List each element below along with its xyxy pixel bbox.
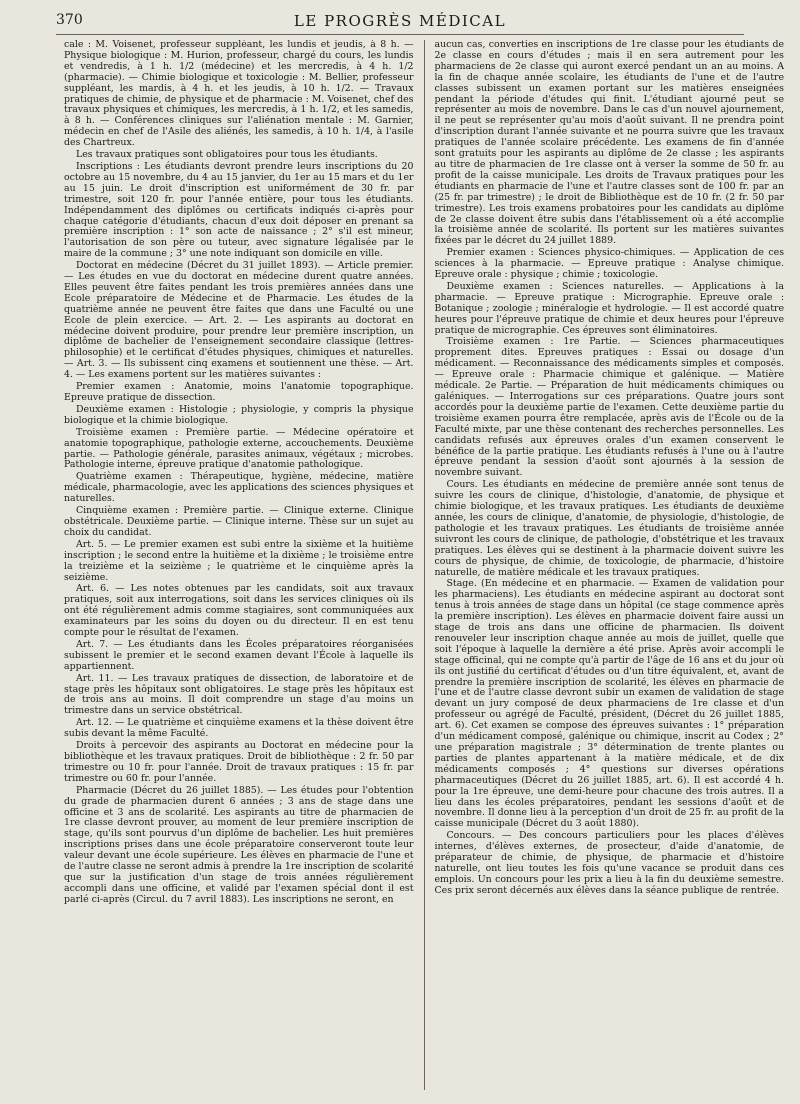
paragraph: Art. 11. — Les travaux pratiques de dissection, de laboratoire et de stage près les hôpitaux sont obligatoires. Le stage près les hôpitaux est de trois ans au moins. Il doit comprendre un stage d'au moins un trimestre dans un service obstétrical. [64,672,414,717]
running-header [56,8,744,35]
paragraph: cale : M. Voisenet, professeur suppléant, les lundis et jeudis, à 8 h. — Physique biologique : M. Hurion, professeur, chargé du cours, les lundis et vendredis, à 1 h. 1/2 (médecine) et les mercredis, à 4 h. 1/2 (pharmacie). — Chimie biologique et toxicologie : M. Bellier, professeur suppléant, les mardis, à 4 h. et les jeudis, à 10 h. 1/2. — Travaux pratiques de chimie, de physique et de pharmacie : M. Voisenet, chef des travaux physiques et chimiques, les mercredis, à 1 h. 1/2, et les samedis, à 8 h. — Conférences cliniques sur l'aliénation mentale : M. Garnier, médecin en chef de l'Asile des aliénés, les samedis, à 10 h. 1/4, à l'asile des Chartreux. [64,40,414,149]
paragraph: Cours. Les étudiants en médecine de première année sont tenus de suivre les cours de clinique, d'histologie, d'anatomie, de physique et chimie biologique, et les travaux pratiques. Les étudiants de deuxième année, les cours de clinique, d'anatomie, de physiologie, d'histologie, de pathologie et les travaux pratiques. Les étudiants de troisième année suivront les cours de clinique, de pathologie, d'obstétrique et les travaux pratiques. Les élèves qui se destinent à la pharmacie doivent suivre les cours de physique, de chimie, de toxicologie, de pharmacie, d'histoire naturelle, de matière médicale et les travaux pratiques. [434,479,784,578]
paragraph: Deuxième examen : Histologie ; physiologie, y compris la physique biologique et la chimie biologique. [64,403,414,426]
paragraph: aucun cas, converties en inscriptions de 1re classe pour les étudiants de 2e classe en cours d'études ; mais il en sera autrement pour les pharmaciens de 2e classe qui auront exercé pendant un an au moins. A la fin de chaque année scolaire, les étudiants de l'une et de l'autre classes subissent un examen portant sur les matières enseignées pendant la période d'études qui finit. L'étudiant ajourné peut se représenter au mois de novembre. Dans le cas d'un nouvel ajournement, il ne peut se représenter qu'au mois d'août suivant. Il ne prendra point d'inscription durant l'année suivante et ne pourra suivre que les travaux pratiques de l'année scolaire précédente. Les examens de fin d'année sont gratuits pour les aspirants au diplôme de 2e classe ; les aspirants au titre de pharmacien de 1re classe ont à verser la somme de 50 fr. au profit de la caisse municipale. Les droits de Travaux pratiques pour les étudiants en pharmacie de l'une et l'autre classes sont de 100 fr. par an (25 fr. par trimestre) ; le droit de Bibliothèque est de 10 fr. (2 fr. 50 par trimestre). Les trois examens probatoires pour les candidats au diplôme de 2e classe doivent être subis dans l'établissement où a été accomplie la troisième année de scolarité. Ils portent sur les matières suivantes fixées par le décret du 24 juillet 1889. [434,40,784,247]
paragraph: Pharmacie (Décret du 26 juillet 1885). — Les études pour l'obtention du grade de pharmacien durent 6 années ; 3 ans de stage dans une officine et 3 ans de scolarité. Les aspirants au titre de pharmacien de 1re classe devront prouver, au moment de leur première inscription de stage, qu'ils sont pourvus d'un diplôme de bachelier. Les huit premières inscriptions prises dans une école préparatoire conserveront toute leur valeur devant une école supérieure. Les élèves en pharmacie de l'une et de l'autre classe ne seront admis à prendre la 1re inscription de scolarité que sur la justification d'un stage de trois années régulièrement accompli dans une officine, et validé par l'examen spécial dont il est parlé ci-après (Circul. du 7 avril 1883). Les inscriptions ne seront, en [64,784,414,905]
paragraph: Troisième examen : 1re Partie. — Sciences pharmaceutiques proprement dites. Epreuves pratiques : Essai ou dosage d'un médicament. — Reconnaissance des médicaments simples et composés. — Epreuve orale : Pharmacie chimique et galénique. — Matière médicale. 2e Partie. — Préparation de huit médicaments chimiques ou galéniques. — Interrogations sur ces préparations. Quatre jours sont accordés pour la deuxième partie de l'examen. Cette deuxième partie du troisième examen pourra être remplacée, après avis de l'École ou de la Faculté mixte, par une thèse contenant des recherches personnelles. Les candidats refusés aux épreuves orales d'un examen conservent le bénéfice de la partie pratique. Les étudiants refusés à l'une ou à l'autre épreuve pendant la session d'août sont ajournés à la session de novembre suivant. [434,336,784,479]
paragraph: Concours. — Des concours particuliers pour les places d'élèves internes, d'élèves externes, de prosecteur, d'aide d'anatomie, de préparateur de chimie, de physique, de pharmacie et d'histoire naturelle, ont lieu toutes les fois qu'une vacance se produit dans ces emplois. Un concours pour les prix a lieu à la fin du deuxième semestre. Ces prix seront décernés aux élèves dans la séance publique de rentrée. [434,830,784,896]
page-number: 370 [56,12,83,28]
paragraph: Deuxième examen : Sciences naturelles. — Applications à la pharmacie. — Epreuve pratique : Micrographie. Epreuve orale : Botanique ; zoologie ; minéralogie et hydrologie. — Il est accordé quatre heures pour l'épreuve pratique de chimie et deux heures pour l'épreuve pratique de micrographie. Ces épreuves sont éliminatoires. [434,280,784,336]
paragraph: Cinquième examen : Première partie. — Clinique externe. Clinique obstétricale. Deuxième partie. — Clinique interne. Thèse sur un sujet au choix du candidat. [64,505,414,538]
paragraph: Art. 7. — Les étudiants dans les Écoles préparatoires réorganisées subissent le premier et le second examen devant l'École à laquelle ils appartiennent. [64,638,414,672]
paragraph: Art. 5. — Le premier examen est subi entre la sixième et la huitième inscription ; le second entre la huitième et la dixième ; le troisième entre la treizième et la seizième ; le quatrième et le cinquième après la seizième. [64,538,414,583]
paragraph: Art. 12. — Le quatrième et cinquième examens et la thèse doivent être subis devant la même Faculté. [64,717,414,740]
paragraph: Droits à percevoir des aspirants au Doctorat en médecine pour la bibliothèque et les travaux pratiques. Droit de bibliothèque : 2 fr. 50 par trimestre ou 10 fr. pour l'année. Droit de travaux pratiques : 15 fr. par trimestre ou 60 fr. pour l'année. [64,740,414,784]
paragraph: Troisième examen : Première partie. — Médecine opératoire et anatomie topographique, pathologie externe, accouchements. Deuxième partie. — Pathologie générale, parasites animaux, végétaux ; microbes. Pathologie interne, épreuve pratique d'anatomie pathologique. [64,426,414,471]
right-column [435,40,785,1090]
article-columns [64,40,784,1090]
paragraph: Premier examen : Sciences physico-chimiques. — Application de ces sciences à la pharmacie. — Epreuve pratique : Analyse chimique. Epreuve orale : physique ; chimie ; toxicologie. [434,247,784,281]
paragraph: Les travaux pratiques sont obligatoires pour tous les étudiants. [76,149,378,161]
paragraph: Quatrième examen : Thérapeutique, hygiène, médecine, matière médicale, pharmacologie, avec les applications des sciences physiques et naturelles. [64,471,414,505]
left-column [64,40,414,1090]
paragraph: Inscriptions : Les étudiants devront prendre leurs inscriptions du 20 octobre au 15 novembre, du 4 au 15 janvier, du 1er au 15 mars et du 1er au 15 juin. Le droit d'inscription est uniformément de 30 fr. par trimestre, soit 120 fr. pour l'année entière, pour tous les étudiants. Indépendamment des diplômes ou certificats indiqués ci-après pour chaque catégorie d'étudiants, chacun d'eux doit déposer en prenant sa première inscription : 1° son acte de naissance ; 2° s'il est mineur, l'autorisation de son père ou tuteur, avec signature légalisée par le maire de la commune ; 3° une note indiquant son domicile en ville. [64,160,414,260]
paragraph: Art. 6. — Les notes obtenues par les candidats, soit aux travaux pratiques, soit aux interrogations, soit dans les services cliniques où ils ont été régulièrement admis comme stagiaires, sont communiquées aux examinateurs par les soins du doyen ou du directeur. Il en est tenu compte pour le résultat de l'examen. [64,583,414,639]
paragraph: Stage. (En médecine et en pharmacie. — Examen de validation pour les pharmaciens). Les étudiants en médecine aspirant au doctorat sont tenus à trois années de stage dans un hôpital (ce stage commence après la première inscription). Les élèves en pharmacie doivent faire aussi un stage de trois ans dans une officine de pharmacien. Ils doivent renouveler leur inscription chaque année au mois de juillet, quelle que soit l'époque à laquelle la dernière a été prise. Après avoir accompli le stage officinal, qui ne compte qu'à partir de l'âge de 16 ans et du jour où ils ont justifié du certificat d'études ou d'un titre équivalent, et, avant de prendre la première inscription de scolarité, les élèves en pharmacie de l'une et de l'autre classe devront subir un examen de validation de stage devant un jury composé de deux pharmaciens de 1re classe et d'un professeur ou agrégé de Faculté, président, (Décret du 26 juillet 1885, art. 6). Cet examen se compose des épreuves suivantes : 1° préparation d'un médicament composé, galénique ou chimique, inscrit au Codex ; 2° une préparation magistrale ; 3° détermination de trente plantes ou parties de plantes appartenant à la matière médicale, et de dix médicaments composés ; 4° questions sur diverses opérations pharmaceutiques (Décret du 26 juillet 1885, art. 6). Il est accordé 4 h. pour la 1re épreuve, une demi-heure pour chacune des trois autres. Il a lieu dans les écoles préparatoires, pendant les sessions d'août et de novembre. Il donne lieu à la perception d'un droit de 25 fr. au profit de la caisse municipale (Décret du 3 août 1880). [434,578,784,830]
running-title: LE PROGRÈS MÉDICAL [293,12,507,30]
paragraph: Premier examen : Anatomie, moins l'anatomie topographique. Epreuve pratique de dissection. [64,381,414,403]
paragraph: Doctorat en médecine (Décret du 31 juillet 1893). — Article premier. — Les études en vue du doctorat en médecine durent quatre années. Elles peuvent être faites pendant les trois premières années dans une Ecole préparatoire de Médecine et de Pharmacie. Les études de la quatrième année ne peuvent être faites que dans une Faculté ou une Ecole de plein exercice. — Art. 2. — Les aspirants au doctorat en médecine doivent produire, pour prendre leur première inscription, un diplôme de bachelier de l'enseignement secondaire classique (lettres-philosophie) et le certificat d'études physiques, chimiques et naturelles. — Art. 3. — Ils subissent cinq examens et soutiennent une thèse. — Art. 4. — Les examens portent sur les matières suivantes : [64,260,414,381]
column-divider [424,40,425,1090]
